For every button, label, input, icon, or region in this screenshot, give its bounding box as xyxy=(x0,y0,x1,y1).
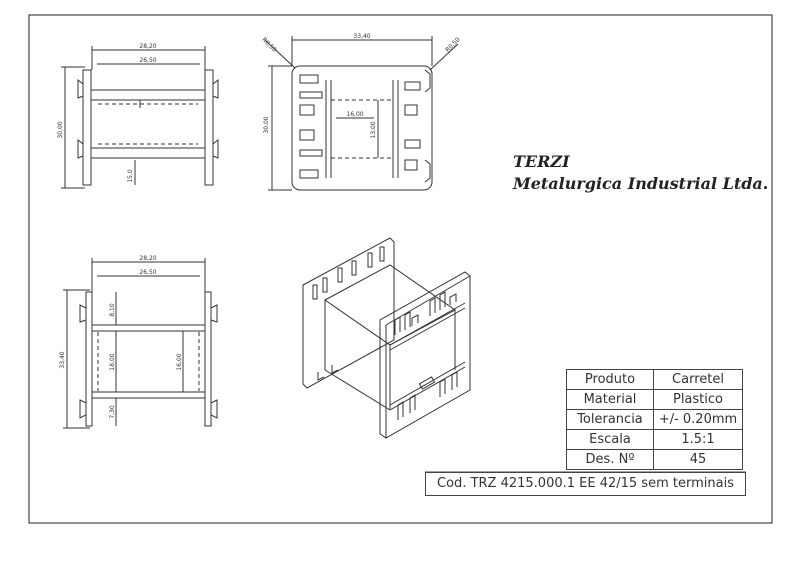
title-value: 1.5:1 xyxy=(654,430,743,450)
company-name: TERZI xyxy=(513,152,570,171)
title-label: Escala xyxy=(567,430,654,450)
title-label: Material xyxy=(567,390,654,410)
section-width-inner: 26,50 xyxy=(139,269,157,276)
section-height: 33,40 xyxy=(59,351,66,369)
section-width-outer: 28,20 xyxy=(139,255,157,262)
title-label: Produto xyxy=(567,370,654,390)
section-top-offset: 8,10 xyxy=(109,303,116,317)
title-value: Carretel xyxy=(654,370,743,390)
section-view xyxy=(63,258,217,428)
section-bottom-offset: 7,30 xyxy=(109,405,116,419)
section-core-height: 18,00 xyxy=(109,353,116,371)
front-width-inner: 26,50 xyxy=(139,57,157,64)
title-value: Plastico xyxy=(654,390,743,410)
title-row xyxy=(567,430,743,450)
part-code: Cod. TRZ 4215.000.1 EE 42/15 sem terminais xyxy=(425,472,746,496)
side-radius-right: R0,50 xyxy=(444,36,462,54)
side-width: 33,40 xyxy=(353,33,371,40)
side-radius-left: R0,50 xyxy=(260,36,278,54)
title-label: Tolerancia xyxy=(567,410,654,430)
front-flange-gap: 15,0 xyxy=(127,169,134,183)
title-value: 45 xyxy=(654,450,743,470)
title-row xyxy=(567,410,743,430)
side-inner-width: 16,00 xyxy=(346,111,364,118)
title-block xyxy=(566,369,743,470)
front-view xyxy=(61,46,218,188)
title-row xyxy=(567,450,743,470)
isometric-view xyxy=(303,238,470,438)
side-inner-height: 13,00 xyxy=(370,121,377,139)
company-subtitle: Metalurgica Industrial Ltda. xyxy=(513,174,769,193)
side-height: 30,00 xyxy=(263,116,270,134)
front-width-outer: 28,20 xyxy=(139,43,157,50)
front-height: 30,00 xyxy=(57,121,64,139)
section-inner-core: 16,00 xyxy=(176,353,183,371)
title-label: Des. Nº xyxy=(567,450,654,470)
title-row xyxy=(567,370,743,390)
title-value: +/- 0.20mm xyxy=(654,410,743,430)
title-row xyxy=(567,390,743,410)
